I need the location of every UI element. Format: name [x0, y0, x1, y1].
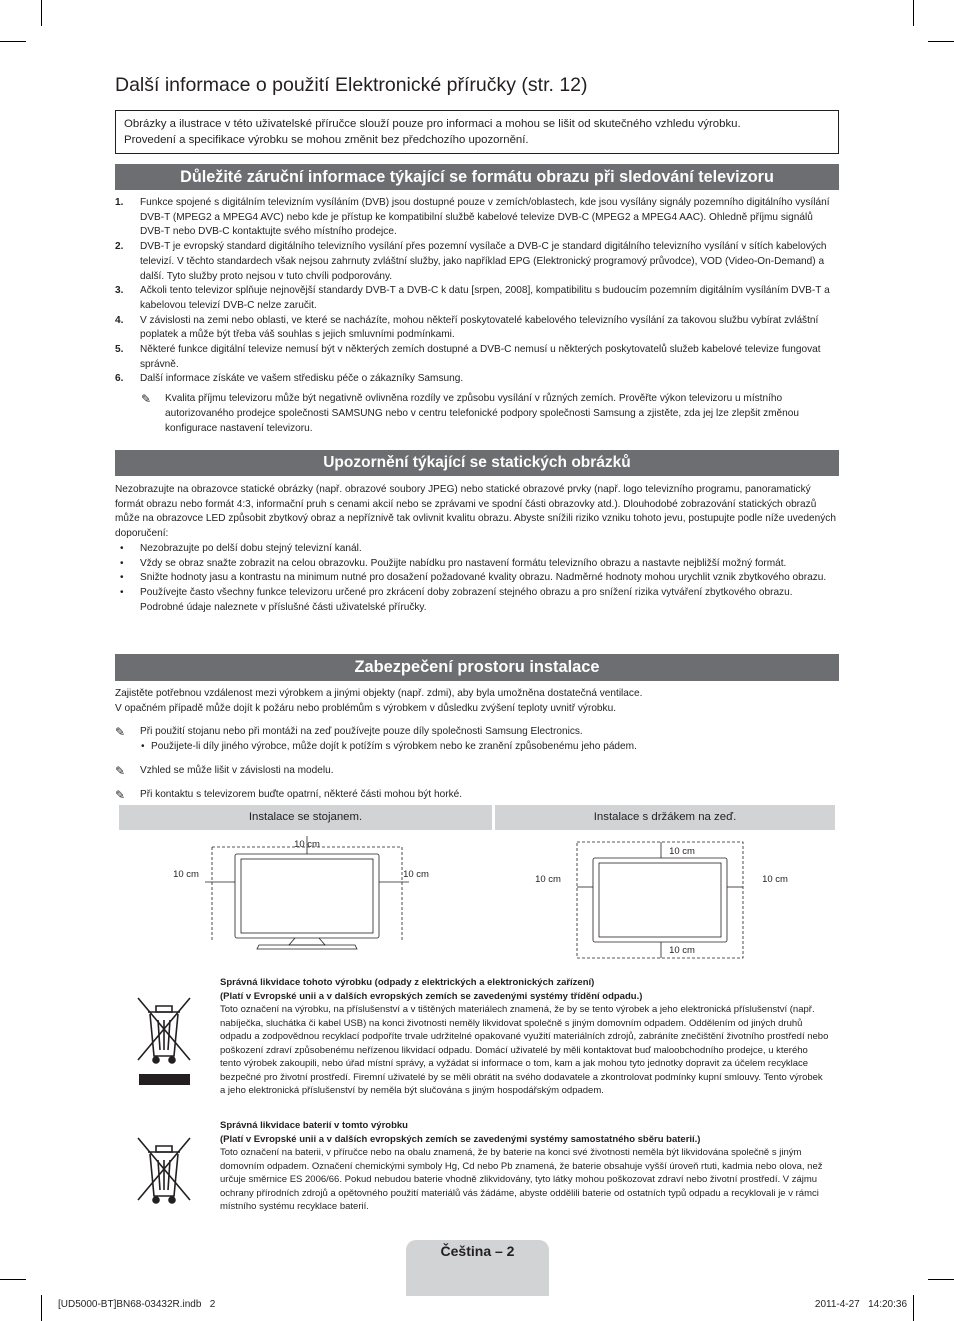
crop-mark	[0, 41, 26, 42]
list-number: 4.	[115, 314, 124, 326]
list-number: 3.	[115, 285, 124, 297]
list-item: • Používejte často všechny funkce televizoru určené pro zkrácení doby zobrazení stejného obrazu a pro snížení rizika vytváření zbytkového obrazu. Podrobné údaje naleznete v příslušné části uživatelské příručky.	[120, 586, 793, 613]
warranty-list	[115, 196, 839, 436]
note-text: Při kontaktu s televizorem buďte opatrní, některé části mohou být horké.	[140, 788, 463, 800]
list-number: 2.	[115, 241, 124, 253]
list-item	[115, 196, 839, 240]
static-bullets	[115, 542, 839, 616]
intro-note-line: Provedení a specifikace výrobku se mohou změnit bez předchozího upozornění.	[124, 134, 529, 146]
stand-installation-diagram	[119, 832, 492, 954]
clearance-label-left: 10 cm	[173, 869, 199, 880]
static-paragraph: Nezobrazujte na obrazovce statické obrázky (např. obrazové soubory JPEG) nebo statické obrazové prvky (např. logo televizního programu, panoramatický formát obrazu nebo formát 4:3, informační pruh s cenami akcií nebo se zprávami ve spodní části obrazovky atd.). Dlouhodobé zobrazování statických obrazů může na obrazovce LED způsobit zbytkový obraz a nepříznivě tak ovlivnit kvalitu obrazu. Abyste snížili riziko vzniku tohoto jevu, postupujte podle níže uvedených doporučení:	[115, 484, 836, 540]
list-text: Nezobrazujte po delší dobu stejný televizní kanál.	[140, 542, 362, 554]
footer-timestamp: 2011-4-27 14:20:36	[814, 1299, 907, 1310]
list-text: Funkce spojené s digitálním televizním vysíláním (DVB) jsou dostupné pouze v zemích/oblastech, kde jsou vysílány signály pozemního digitálního vysílání DVB-T (MPEG2 a MPEG4 AVC) nebo kde je přístup ke kompatibilní službě kabelové televize DVB-C (MPEG2 a MPEG4 AAC). Ohledně příjmu signálů DVB-T nebo DVB-C kontaktujte svého místního prodejce.	[140, 197, 830, 238]
weee-body: Toto označení na výrobku, na příslušenství a v tištěných materiálech znamená, že by se tento výrobek a jeho elektronická příslušenství (např. nabíječka, sluchátka či kabel USB) na konci životnosti neměly likvidovat společně s jiným domovním odpadem. Oddělením od jiných druhů odpadu a zodpovědnou recyklací podpoříte trvale udržitelné opakované využití materiálních zdrojů, zabráníte znečištění životního prostředí nebo poškození zdraví způsobenému neřízenou likvidací odpadu. Domácí uživatelé by měli kontaktovat buď maloobchodního prodejce, u kterého tento výrobek zakoupili, nebo úřad místní správy, a vyžádat si informace o tom, kam a jak mohou tyto jednotky dopravit za účelem recyklace bezpečné pro životní prostředí. Firemní uživatelé by se měli obrátit na svého dodavatele a zkontrolovat podmínky kupní smlouvy. Tento výrobek a jeho elektronická příslušenství by neměla být slučována s jiným hospodářským odpadem.	[220, 1004, 829, 1096]
battery-title: Správná likvidace baterií v tomto výrobku	[220, 1120, 408, 1131]
crossed-bin-icon	[134, 1134, 194, 1209]
list-item	[115, 240, 839, 284]
list-number: 5.	[115, 344, 124, 356]
pencil-note-icon: ✎	[141, 392, 152, 407]
weee-disposal-text	[220, 976, 830, 1098]
list-item	[115, 372, 839, 387]
note-item	[115, 725, 839, 740]
list-item: • Nezobrazujte po delší dobu stejný televizní kanál.	[120, 542, 362, 554]
note-item	[115, 764, 839, 779]
weee-subtitle: (Platí v Evropské unii a v dalších evropských zemích se zavedenými systémy třídění odpadu.)	[220, 990, 643, 1002]
battery-subtitle: (Platí v Evropské unii a v dalších evropských zemích se zavedenými systémy samostatného sběru baterií.)	[220, 1133, 701, 1145]
crop-mark	[928, 1279, 954, 1280]
clearance-label-bottom: 10 cm	[669, 945, 695, 956]
static-images-content	[115, 483, 839, 615]
footer-file-info: [UD5000-BT]BN68-03432R.indb 2	[58, 1299, 216, 1310]
section-heading-installation-space: Zabezpečení prostoru instalace	[115, 654, 839, 681]
list-number: 1.	[115, 197, 124, 208]
list-item: • Snižte hodnoty jasu a kontrastu na minimum nutné pro dosažení požadované kvality obrazu. Nadměrné hodnoty mohou urychlit vznik zbytkového obrazu.	[120, 572, 827, 584]
clearance-label-top: 10 cm	[294, 839, 320, 850]
pencil-note-icon: ✎	[115, 787, 126, 802]
wall-mount-installation-diagram	[495, 832, 835, 962]
page-title: Další informace o použití Elektronické příručky (str. 12)	[115, 74, 588, 96]
note-item	[115, 788, 839, 803]
crossed-bin-icon	[134, 994, 194, 1089]
install-paragraph: Zajistěte potřebnou vzdálenost mezi výrobkem a jinými objekty (např. zdmi), aby byla umožněna dostatečná ventilace.	[115, 688, 643, 699]
list-text: Snižte hodnoty jasu a kontrastu na minimum nutné pro dosažení požadované kvality obrazu. Nadměrné hodnoty mohou urychlit vznik zbytkového obrazu.	[140, 572, 827, 584]
note-text: Vzhled se může lišit v závislosti na modelu.	[140, 764, 334, 776]
crop-mark	[41, 0, 42, 26]
crop-mark	[913, 1295, 914, 1321]
clearance-label-right: 10 cm	[403, 869, 429, 880]
intro-note-box	[115, 110, 839, 154]
list-text: Vždy se obraz snažte zobrazit na celou obrazovku. Použijte nabídku pro nastavení formátu televizního obrazu a nastavte nejbližší možný formát.	[140, 557, 787, 569]
list-item	[115, 314, 839, 343]
crop-mark	[41, 1295, 42, 1321]
list-item: • Použijete-li díly jiného výrobce, může dojít k potížím s výrobkem nebo ke zranění způsobenému jeho pádem.	[141, 741, 637, 753]
list-text: Používejte často všechny funkce televizoru určené pro zkrácení doby zobrazení stejného obrazu a pro snížení rizika vytváření zbytkového obrazu. Podrobné údaje naleznete v příslušné části uživatelské příručky.	[140, 586, 793, 613]
list-number: 6.	[115, 373, 124, 385]
clearance-label-left: 10 cm	[535, 874, 561, 885]
installation-content	[115, 687, 839, 802]
intro-note-line: Obrázky a ilustrace v této uživatelské příručce slouží pouze pro informaci a mohou se lišit od skutečného vzhledu výrobku.	[124, 118, 741, 130]
crop-mark	[0, 1279, 26, 1280]
page-number: Čeština – 2	[440, 1243, 515, 1259]
pencil-note-icon: ✎	[115, 763, 126, 778]
list-item: • Vždy se obraz snažte zobrazit na celou obrazovku. Použijte nabídku pro nastavení formátu televizního obrazu a nastavte nejbližší možný formát.	[120, 557, 787, 569]
weee-title: Správná likvidace tohoto výrobku (odpady z elektrických a elektronických zařízení)	[220, 977, 595, 988]
battery-disposal-text	[220, 1119, 830, 1214]
crop-mark	[928, 41, 954, 42]
section-heading-warranty: Důležité záruční informace týkající se formátu obrazu při sledování televizoru	[115, 164, 839, 190]
install-paragraph: V opačném případě může dojít k požáru nebo problémům s výrobkem v důsledku zvýšení teploty uvnitř výrobku.	[115, 702, 617, 714]
list-item	[115, 343, 839, 372]
stand-installation-header: Instalace se stojanem.	[119, 805, 492, 830]
note-text: Kvalita příjmu televizoru může být negativně ovlivněna rozdíly ve způsobu vysílání v různých zemích. Prověřte výkon televizoru u místního autorizovaného prodejce společnosti SAMSUNG nebo v centru telefonické podpory společnosti Samsung a zjistěte, zda jej lze zlepšit změnou konfigurace nastavení televizoru.	[165, 393, 800, 434]
list-text: Některé funkce digitální televize nemusí být v některých zemích dostupné a DVB-C nemusí u některých poskytovatelů služeb kabelové televize fungovat správně.	[140, 344, 821, 370]
list-text: DVB-T je evropský standard digitálního televizního vysílání přes pozemní vysílače a DVB-C je standard digitálního televizního vysílání v sítích kabelových televizí. V těchto standardech však nejsou zahrnuty zvláštní služby, jako například EPG (Elektronický programový průvodce), VOD (Video-On-Demand) a další. Tyto služby proto nejsou v tuto chvíli podporovány.	[140, 241, 827, 282]
note-text: Při použití stojanu nebo při montáži na zeď používejte pouze díly společnosti Samsung Electronics.	[140, 726, 583, 738]
clearance-label-top: 10 cm	[669, 846, 695, 857]
clearance-label-right: 10 cm	[762, 874, 788, 885]
section-heading-static-images: Upozornění týkající se statických obrázků	[115, 450, 839, 476]
battery-body: Toto označení na baterii, v příručce nebo na obalu znamená, že by baterie na konci své životnosti neměla být likvidována společně s jiným domovním odpadem. Označení chemickými symboly Hg, Cd nebo Pb znamená, že baterie obsahuje vyšší úroveň rtuti, kadmia nebo olova, než určuje směrnice ES 2006/66. Pokud nebudou baterie vhodně zlikvidovány, tyto látky mohou poškozovat zdraví nebo životní prostředí. V zájmu ochrany přírodních zdrojů a opětovného použití materiálů vás žádáme, abyste oddělili baterie od ostatních typů odpadu a recyklovali je v rámci místního systému recyklace baterií.	[220, 1147, 823, 1212]
list-text: Další informace získáte ve vašem středisku péče o zákazníky Samsung.	[140, 373, 464, 385]
pencil-note-icon: ✎	[115, 725, 126, 740]
note-item	[115, 392, 839, 436]
list-text: V závislosti na zemi nebo oblasti, ve které se nacházíte, mohou někteří poskytovatelé kabelového televizního vysílání za takovou službu vybírat zvláštní poplatek a může být třeba váš souhlas s jejich smluvními podmínkami.	[140, 314, 819, 341]
wall-mount-installation-header: Instalace s držákem na zeď.	[495, 805, 835, 830]
list-text: Použijete-li díly jiného výrobce, může dojít k potížím s výrobkem nebo ke zranění způsobenému jeho pádem.	[151, 741, 637, 753]
crop-mark	[913, 0, 914, 26]
list-item	[115, 284, 839, 313]
list-text: Ačkoli tento televizor splňuje nejnovější standardy DVB-T a DVB-C k datu [srpen, 2008], kompatibilitu s budoucím pozemním digitálním vysíláním DVB-T a kabelovou televizí DVB-C nelze zaručit.	[140, 285, 830, 311]
